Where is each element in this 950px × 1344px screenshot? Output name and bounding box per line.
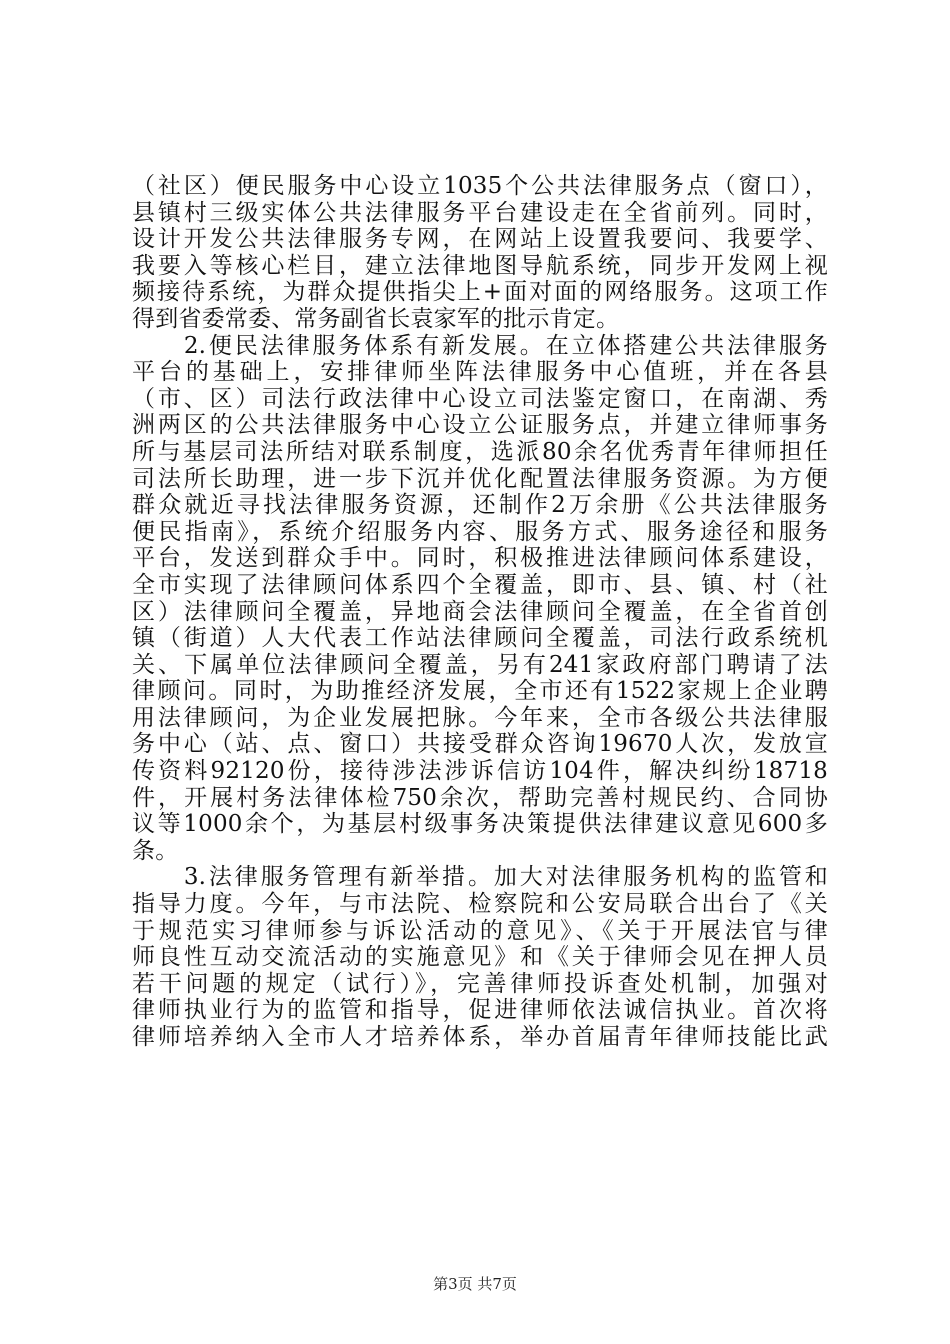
text-line: 关、下属单位法律顾问全覆盖，另有241家政府部门聘请了法 [132,651,828,678]
text-line: 传资料92120份，接待涉法涉诉信访104件，解决纠纷18718 [132,758,828,785]
text-line: 律顾问。同时，为助推经济发展，全市还有1522家规上企业聘 [132,678,828,705]
text-line: 师良性互动交流活动的实施意见》和《关于律师会见在押人员 [132,944,828,971]
text-line: 得到省委常委、常务副省长袁家军的批示肯定。 [132,305,620,332]
text-line: 司法所长助理，进一步下沉并优化配置法律服务资源。为方便 [132,465,828,492]
text-line: 平台，发送到群众手中。同时，积极推进法律顾问体系建设， [132,545,828,572]
text-line: 镇（街道）人大代表工作站法律顾问全覆盖，司法行政系统机 [132,625,828,652]
text-line: 洲两区的公共法律服务中心设立公证服务点，并建立律师事务 [132,412,828,439]
text-line: 指导力度。今年，与市法院、检察院和公安局联合出台了《关 [132,891,828,918]
text-line: 律师执业行为的监管和指导，促进律师依法诚信执业。首次将 [132,997,828,1024]
text-line: 平台的基础上，安排律师坐阵法律服务中心值班，并在各县 [132,359,828,386]
text-line: 条。 [132,837,179,864]
text-line: 全市实现了法律顾问体系四个全覆盖，即市、县、镇、村（社 [132,571,828,598]
text-line: 县镇村三级实体公共法律服务平台建设走在全省前列。同时， [132,199,828,226]
text-line: 用法律顾问，为企业发展把脉。今年来，全市各级公共法律服 [132,704,828,731]
text-line: 我要入等核心栏目，建立法律地图导航系统，同步开发网上视 [132,252,828,279]
text-line: （社区）便民服务中心设立1035个公共法律服务点（窗口）， [132,173,828,199]
text-line: 件，开展村务法律体检750余次，帮助完善村规民约、合同协 [132,784,828,811]
text-line: 于规范实习律师参与诉讼活动的意见》、《关于开展法官与律 [132,917,828,944]
text-line: 所与基层司法所结对联系制度，选派80余名优秀青年律师担任 [132,438,828,465]
text-line: 律师培养纳入全市人才培养体系，举办首届青年律师技能比武 [132,1024,828,1050]
page-footer: 第3页 共7页 [433,1275,517,1293]
text-line: 2.便民法律服务体系有新发展。在立体搭建公共法律服务 [132,332,828,359]
text-line: 区）法律顾问全覆盖，异地商会法律顾问全覆盖，在全省首创 [132,598,828,625]
body-text [132,173,828,1051]
text-line: 便民指南》，系统介绍服务内容、服务方式、服务途径和服务 [132,518,828,545]
text-line: 议等1000余个，为基层村级事务决策提供法律建议意见600多 [132,811,828,838]
text-line: （市、区）司法行政法律中心设立司法鉴定窗口，在南湖、秀 [132,385,828,412]
text-line: 若干问题的规定（试行）》，完善律师投诉查处机制，加强对 [132,970,828,997]
text-line: 3.法律服务管理有新举措。加大对法律服务机构的监管和 [132,864,828,891]
text-line: 设计开发公共法律服务专网，在网站上设置我要问、我要学、 [132,226,828,253]
text-line: 频接待系统，为群众提供指尖上+面对面的网络服务。这项工作 [132,279,828,306]
text-line: 群众就近寻找法律服务资源，还制作2万余册《公共法律服务 [132,492,828,519]
text-line: 务中心（站、点、窗口）共接受群众咨询19670人次，发放宣 [132,731,828,758]
